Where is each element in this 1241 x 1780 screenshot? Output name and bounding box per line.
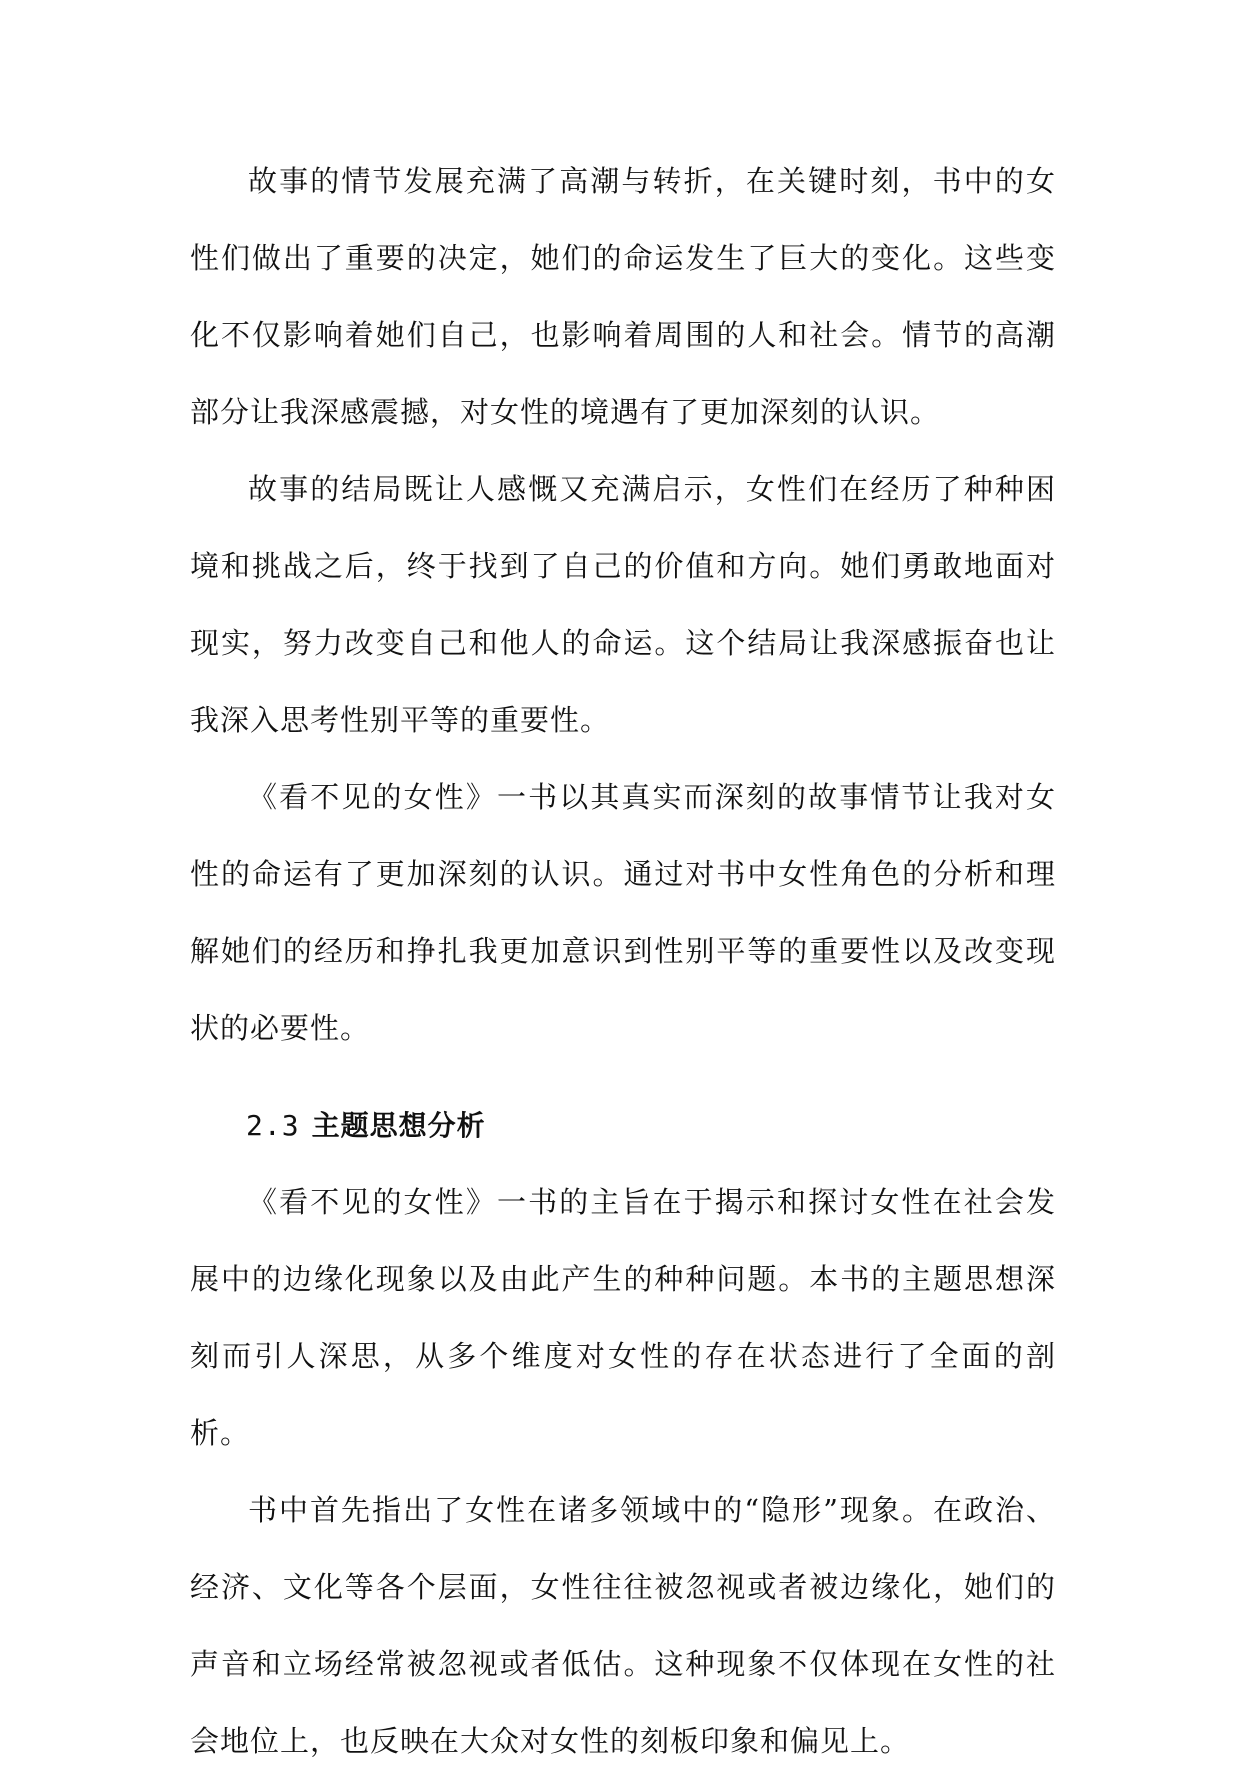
paragraph-invisible-phenomenon: 书中首先指出了女性在诸多领域中的“隐形”现象。在政治、经济、文化等各个层面，女性往往被忽视或者被边缘化，她们的声音和立场经常被忽视或者低估。这种现象不仅体现在女性的社会地位上，也反映在大众对女性的刻板印象和偏见上。 [190, 1493, 1056, 1758]
paragraph-story-ending: 故事的结局既让人感慨又充满启示，女性们在经历了种种困境和挑战之后，终于找到了自己的价值和方向。她们勇敢地面对现实，努力改变自己和他人的命运。这个结局让我深感振奋也让我深入思考性别平等的重要性。 [190, 472, 1056, 737]
document-body [190, 143, 1056, 1780]
paragraph-plot-climax: 故事的情节发展充满了高潮与转折，在关键时刻，书中的女性们做出了重要的决定，她们的命运发生了巨大的变化。这些变化不仅影响着她们自己，也影响着周围的人和社会。情节的高潮部分让我深感震撼，对女性的境遇有了更加深刻的认识。 [190, 164, 1056, 429]
paragraph-theme-intro: 《看不见的女性》一书的主旨在于揭示和探讨女性在社会发展中的边缘化现象以及由此产生的种种问题。本书的主题思想深刻而引人深思，从多个维度对女性的存在状态进行了全面的剖析。 [190, 1185, 1056, 1450]
section-title: 主题思想分析 [311, 1109, 486, 1142]
section-heading [190, 1087, 1056, 1164]
section-number: 2.3 [246, 1109, 300, 1142]
paragraph-book-summary: 《看不见的女性》一书以其真实而深刻的故事情节让我对女性的命运有了更加深刻的认识。通过对书中女性角色的分析和理解她们的经历和挣扎我更加意识到性别平等的重要性以及改变现状的必要性。 [190, 780, 1056, 1045]
